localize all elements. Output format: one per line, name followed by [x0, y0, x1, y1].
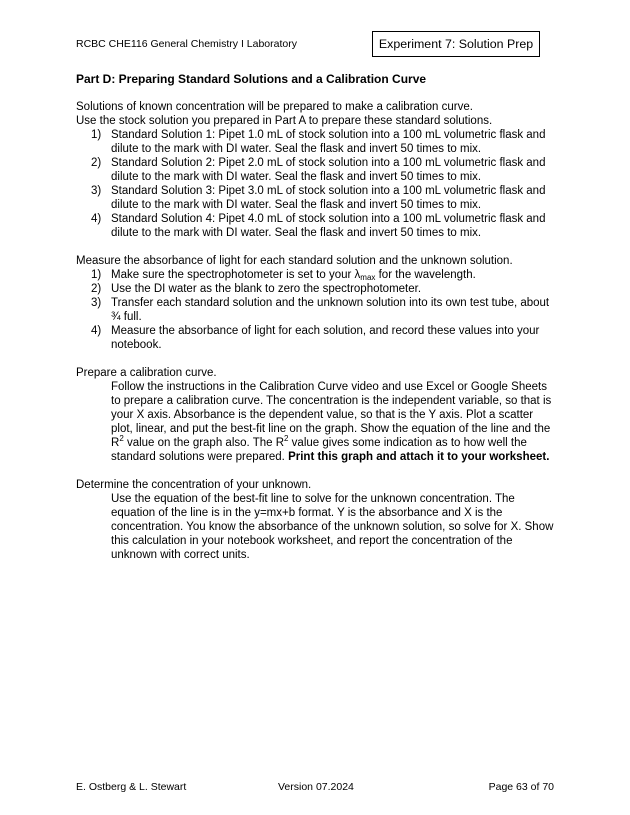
item-text: Standard Solution 1: Pipet 1.0 mL of stock solution into a 100 mL volumetric flask and dilute to the mark with DI water. Seal the flask and invert 50 times to mix.	[111, 129, 546, 155]
footer-version: Version 07.2024	[278, 781, 354, 793]
list-item	[76, 156, 556, 184]
course-header: RCBC CHE116 General Chemistry I Laboratory	[76, 38, 297, 50]
item-text-post: for the wavelength.	[375, 269, 476, 281]
calibration-instructions	[76, 380, 556, 464]
section-heading: Part D: Preparing Standard Solutions and a Calibration Curve	[76, 72, 427, 86]
item-text: Standard Solution 4: Pipet 4.0 mL of stock solution into a 100 mL volumetric flask and dilute to the mark with DI water. Seal the flask and invert 50 times to mix.	[111, 213, 546, 239]
calib-text-3: value gives some indication as to how well the standard solutions were prepared.	[111, 437, 527, 463]
list-item	[76, 184, 556, 212]
item-text: Standard Solution 2: Pipet 2.0 mL of stock solution into a 100 mL volumetric flask and dilute to the mark with DI water. Seal the flask and invert 50 times to mix.	[111, 157, 546, 183]
item-number: 4)	[91, 213, 102, 225]
list-item	[76, 324, 556, 352]
item-text: Use the DI water as the blank to zero the spectrophotometer.	[111, 283, 422, 295]
calib-text-2: value on the graph also. The R	[123, 437, 285, 449]
lambda-subscript: max	[360, 273, 376, 282]
intro-line-2: Use the stock solution you prepared in Part A to prepare these standard solutions.	[76, 115, 493, 127]
item-number: 3)	[91, 185, 102, 197]
list-item	[76, 296, 556, 324]
item-text: Transfer each standard solution and the unknown solution into its own test tube, about ¾ full.	[111, 297, 550, 323]
footer-authors: E. Ostberg & L. Stewart	[76, 781, 187, 793]
list-item	[76, 212, 556, 240]
list-item	[76, 128, 556, 156]
measure-intro: Measure the absorbance of light for each standard solution and the unknown solution.	[76, 255, 513, 267]
r-squared-sup: 2	[284, 434, 289, 443]
item-text: Standard Solution 3: Pipet 3.0 mL of stock solution into a 100 mL volumetric flask and dilute to the mark with DI water. Seal the flask and invert 50 times to mix.	[111, 185, 546, 211]
item-text-pre: Make sure the spectrophotometer is set to your λ	[111, 269, 361, 281]
list-item	[76, 268, 556, 282]
measure-steps-list	[76, 268, 556, 352]
list-item	[76, 282, 556, 296]
r-squared-sup: 2	[119, 434, 124, 443]
calib-text-1: Follow the instructions in the Calibration Curve video and use Excel or Google Sheets to prepare a calibration curve. The concentration is the independent variable, so that is your X axis. Absorbance is the dependent value, so that is the Y axis. Plot a scatter plot, linear, and put the best-fit line on the graph. Show the equation of the line and the R	[111, 381, 552, 449]
standards-list	[76, 128, 556, 240]
footer-page-number: Page 63 of 70	[488, 781, 554, 793]
calibration-intro: Prepare a calibration curve.	[76, 367, 217, 379]
item-text: Measure the absorbance of light for each solution, and record these values into your notebook.	[111, 325, 540, 351]
experiment-title-box: Experiment 7: Solution Prep	[372, 31, 540, 57]
main-content	[76, 72, 556, 562]
item-number: 2)	[91, 157, 102, 169]
item-number: 2)	[91, 283, 102, 295]
item-number: 1)	[91, 269, 102, 281]
print-graph-instruction: Print this graph and attach it to your worksheet.	[288, 451, 550, 463]
intro-line-1: Solutions of known concentration will be prepared to make a calibration curve.	[76, 101, 473, 113]
unknown-instructions: Use the equation of the best-fit line to solve for the unknown concentration. The equation of the line is in the y=mx+b format. Y is the absorbance and X is the concentration. You know the absorbance of the unknown solution, so solve for X. Show this calculation in your notebook worksheet, and report the concentration of the unknown with correct units.	[111, 493, 554, 561]
item-number: 3)	[91, 297, 102, 309]
item-number: 4)	[91, 325, 102, 337]
item-number: 1)	[91, 129, 102, 141]
unknown-intro: Determine the concentration of your unknown.	[76, 479, 312, 491]
